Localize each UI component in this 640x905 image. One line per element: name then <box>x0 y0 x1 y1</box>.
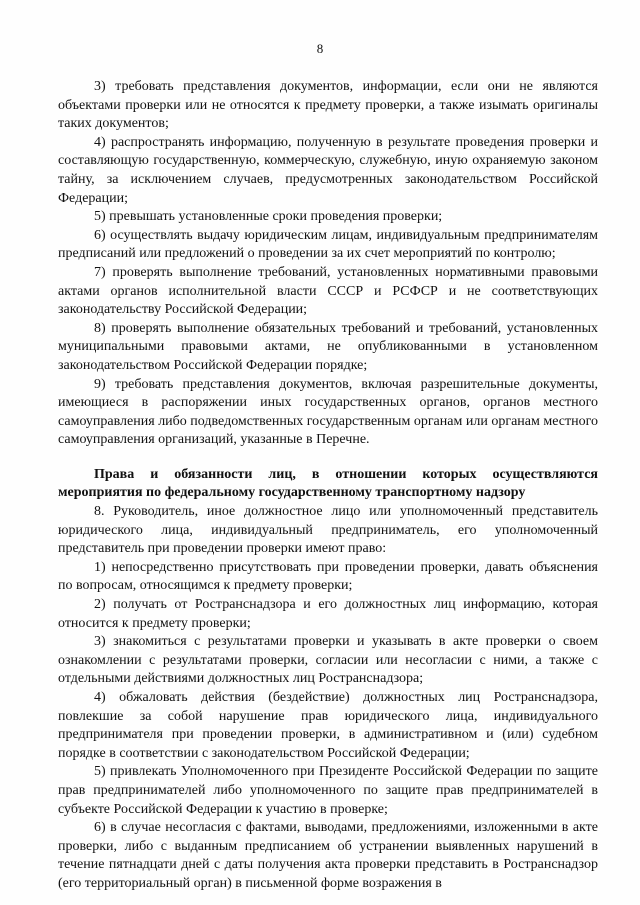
list-item: 2) получать от Ространснадзора и его должностных лиц информацию, которая относится к предмету проверки; <box>58 597 598 631</box>
list-item: 6) осуществлять выдачу юридическим лицам, индивидуальным предпринимателям предписаний или предложений о проведении за их счет мероприятий по контролю; <box>58 227 598 262</box>
list-item: 1) непосредственно присутствовать при проведении проверки, давать объяснения по вопросам, относящимся к предмету проверки; <box>58 559 598 594</box>
list-item: 3) требовать представления документов, информации, если они не являются объектами проверки или не относятся к предмету проверки, а также изымать оригиналы таких документов; <box>58 79 598 132</box>
page-number: 8 <box>316 41 324 56</box>
list-item: 7) проверять выполнение требований, установленных нормативными правовыми актами органов исполнительной власти СССР и РСФСР и не соответствующих законодательству Российской Федерации; <box>58 264 598 318</box>
list-item: 4) распространять информацию, полученную в результате проведения проверки и составляющую государственную, коммерческую, служебную, иную охраняемую законом тайну, за исключением случаев, предусмотренных законодательством Российской Федерации; <box>58 134 598 206</box>
list-item: 4) обжаловать действия (бездействие) должностных лиц Ространснадзора, повлекшие за собой нарушение прав юридического лица, индивидуального предпринимателя при проведении проверки, в административном и (или) судебном порядке в соответствии с законодательством Российской Федерации; <box>58 690 598 761</box>
document-body <box>58 78 598 894</box>
list-item: 5) привлекать Уполномоченного при Президенте Российской Федерации по защите прав предпринимателей либо уполномоченного по защите прав предпринимателей в субъекте Российской Федерации к участию в проверке; <box>58 764 598 817</box>
list-item: 9) требовать представления документов, включая разрешительные документы, имеющиеся в распоряжении иных государственных органов, органов местного самоуправления либо подведомственных государственным органам или органам местного самоуправления организаций, указанные в Перечне. <box>58 376 598 448</box>
section-heading: Права и обязанности лиц, в отношении которых осуществляются мероприятия по федеральному государственному транспортному надзору <box>58 466 598 501</box>
list-item: 3) знакомиться с результатами проверки и указывать в акте проверки о своем ознакомлении с результатами проверки, согласии или несогласии с ними, а также с отдельными действиями должностных лиц Ространснадзора; <box>58 634 598 687</box>
list-item: 5) превышать установленные сроки проведения проверки; <box>94 209 443 225</box>
section-intro-paragraph: 8. Руководитель, иное должностное лицо или уполномоченный представитель юридического лица, индивидуальный предприниматель, его уполномоченный представитель при проведении проверки имеют право: <box>58 504 598 557</box>
list-item: 8) проверять выполнение обязательных требований и требований, установленных муниципальными правовыми актами, не опубликованными в установленном законодательством Российской Федерации порядке; <box>58 320 598 373</box>
list-item: 6) в случае несогласия с фактами, выводами, предложениями, изложенными в акте проверки, либо с выданным предписанием об устранении выявленных нарушений в течение пятнадцати дней с даты получения акта проверки представить в Ространснадзор (его территориальный орган) в письменной форме возражения в <box>58 820 598 891</box>
